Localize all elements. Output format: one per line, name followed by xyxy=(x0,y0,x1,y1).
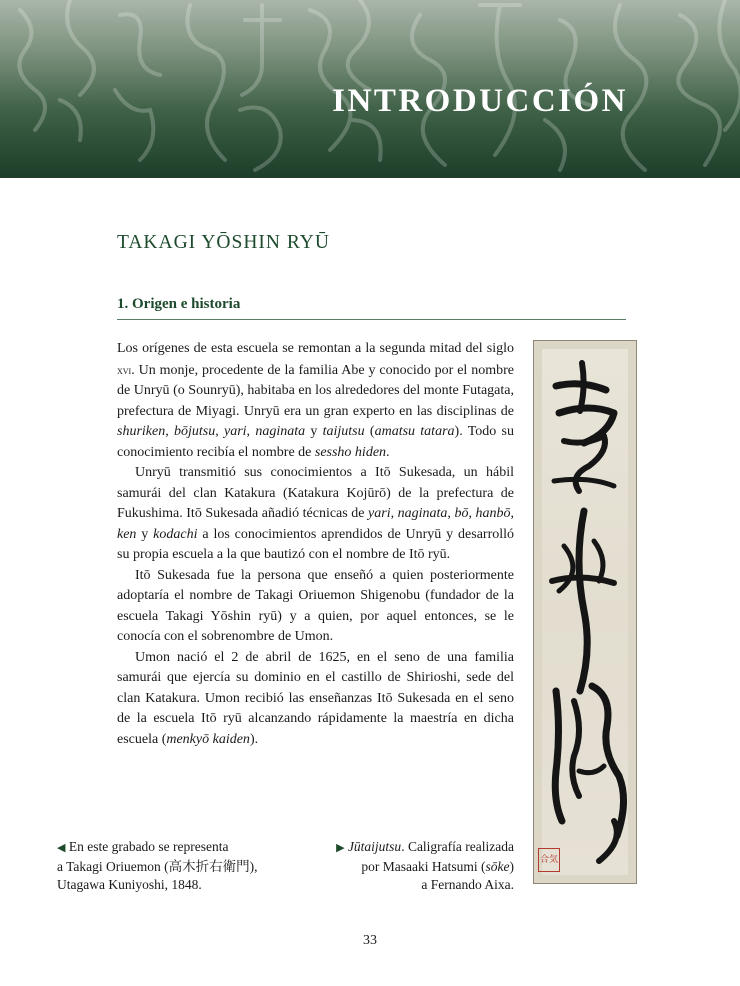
italic-term: yari xyxy=(368,506,391,521)
text-run: a los conocimientos aprendidos de Unryū y desarrolló su propia escuela a la que bautizó con el nombre de Itō ryū. xyxy=(117,526,515,562)
text-run: Los orígenes de esta escuela se remontan a la segunda mitad del siglo xyxy=(117,341,514,356)
caption-left xyxy=(57,838,317,895)
caption-right-line-2: por Masaaki Hatsumi (sōke) xyxy=(361,858,514,874)
text-run: y xyxy=(136,526,154,542)
italic-term: menkyō kaiden xyxy=(166,731,250,747)
italic-term: amatsu tatara xyxy=(374,424,455,439)
italic-term: bō xyxy=(454,506,469,521)
italic-term: yari xyxy=(223,424,247,439)
caption-term: Jūtaijutsu xyxy=(347,839,402,854)
caption-left-line-1: ◀ En este grabado se representa xyxy=(57,839,229,854)
caption-left-line-3: Utagawa Kuniyoshi, 1848. xyxy=(57,877,202,892)
caption-right-line-1: ▶ Jūtaijutsu. Caligrafía realizada xyxy=(336,839,514,854)
text-run: Itō Sukesada fue la persona que enseñó a quien posteriormente adoptaría el nombre de Takagi Oriuemon Shigenobu (fundador de la escuela Takagi Yōshin ryū) y a quien, por aquel entonces, se le conocía con el sobrenombre de Umon. xyxy=(117,567,514,644)
italic-term: bōjutsu xyxy=(173,424,216,439)
chapter-header-banner xyxy=(0,0,740,178)
red-seal-stamp: 合気 xyxy=(538,848,560,872)
italic-term: hanbō xyxy=(475,506,511,521)
section-title: TAKAGI YŌSHIN RYŪ xyxy=(117,232,330,253)
italic-term: naginata xyxy=(255,424,306,439)
text-run: Unryū transmitió sus conocimientos a Itō Sukesada, un hábil samurái del clan Katakura (Katakura Kojūrō) de la prefectura de Fukushima. Itō Sukesada añadió técnicas de xyxy=(117,465,514,521)
page-number: 33 xyxy=(363,933,377,948)
text-run: , xyxy=(468,506,476,521)
paragraph-3 xyxy=(117,566,514,648)
caption-right xyxy=(300,838,514,895)
text-run: , xyxy=(510,506,515,521)
text-run: ). Todo su conocimiento recibía el nombre de xyxy=(117,424,514,460)
italic-term: naginata xyxy=(397,506,448,521)
caption-right-line-3: a Fernando Aixa. xyxy=(421,877,514,892)
text-run: , xyxy=(447,506,455,521)
triangle-left-icon: ◀ xyxy=(57,842,66,854)
chapter-title: INTRODUCCIÓN xyxy=(332,83,628,119)
text-run: y xyxy=(305,424,323,439)
body-text xyxy=(117,339,514,750)
small-caps-numeral: xvi xyxy=(117,362,132,377)
italic-term: shuriken xyxy=(117,424,166,439)
text-run: . Un monje, procedente de la familia Abe y conocido por el nombre de Unryū (o Sounryū), habitaba en los alrededores del monte Futagata, prefectura de Miyagi. Unryū era un gran experto en las disciplinas de xyxy=(117,362,514,419)
triangle-right-icon: ▶ xyxy=(336,842,345,854)
italic-term: sessho hiden xyxy=(314,444,387,460)
text-run: , xyxy=(390,506,398,521)
text-run: ). xyxy=(249,731,259,747)
caption-left-line-2: a Takagi Oriuemon (高木折右衛門), xyxy=(57,858,258,874)
subsection-title: 1. Origen e historia xyxy=(117,296,241,312)
subsection-divider xyxy=(117,319,626,320)
paragraph-1 xyxy=(117,339,514,463)
calligraphy-brush-strokes xyxy=(534,341,638,885)
paragraph-4 xyxy=(117,648,514,751)
text-run: Umon nació el 2 de abril de 1625, en el seno de una familia samurái que ejercía su dominio en el castillo de Shirioshi, sede del clan Katakura. Umon recibió las enseñanzas Itō Sukesada en el seno de la escuela Itō ryū alcanzando rápidamente la maestría en dicha escuela ( xyxy=(117,649,514,747)
text-run: , xyxy=(246,424,256,439)
text-run: , xyxy=(165,424,174,439)
calligraphy-scroll-image xyxy=(533,340,637,884)
italic-term: taijutsu xyxy=(322,424,365,439)
paragraph-2 xyxy=(117,463,514,566)
text-run: ( xyxy=(364,424,375,439)
italic-term: ken xyxy=(117,526,137,542)
italic-term: kodachi xyxy=(153,526,198,542)
text-run: . xyxy=(386,444,390,460)
text-run: , xyxy=(215,424,224,439)
